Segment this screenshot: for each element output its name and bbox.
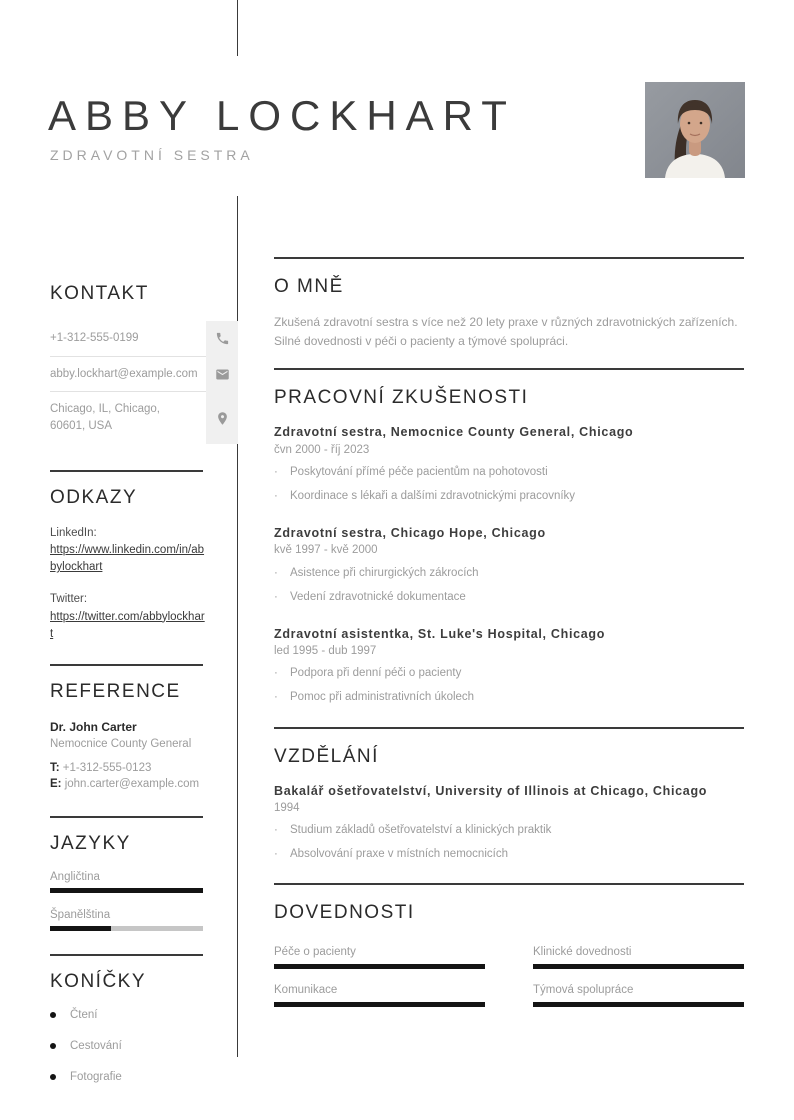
twitter-link[interactable]: https://twitter.com/abbylockhart <box>50 610 205 640</box>
job-bullet <box>274 488 744 504</box>
job-bullet <box>274 464 744 480</box>
job-title: Zdravotní sestra, Nemocnice County General, Chicago <box>274 425 634 440</box>
skill-level-fill <box>274 1002 485 1007</box>
hobby-label: Cestování <box>70 1040 122 1053</box>
section-kontakt <box>50 283 238 444</box>
reference-email <box>50 776 238 792</box>
skill-level-fill <box>533 964 744 969</box>
o-mne-heading: O MNĚ <box>274 276 344 297</box>
link-group-twitter <box>50 591 238 643</box>
contact-row-email <box>50 357 238 393</box>
language-level-fill <box>50 926 111 931</box>
dovednosti-heading: DOVEDNOSTI <box>274 902 415 924</box>
address-value: Chicago, IL, Chicago, 60601, USA <box>50 403 160 433</box>
job-entry <box>274 525 744 605</box>
skill-name: Komunikace <box>274 984 338 997</box>
education-entry <box>274 783 744 863</box>
bullet-text: Koordinace s lékaři a dalšími zdravotnickými pracovníky <box>290 489 576 502</box>
section-divider <box>274 368 744 370</box>
email-label: E: <box>50 778 62 791</box>
portrait-image <box>645 82 745 178</box>
reference-phone-value: +1-312-555-0123 <box>62 762 152 775</box>
reference-heading: REFERENCE <box>50 681 181 703</box>
bullet-dot <box>274 488 290 504</box>
hobby-item <box>50 1009 238 1021</box>
education-dates: 1994 <box>274 802 300 815</box>
bullet-dot <box>274 464 290 480</box>
skills-grid <box>274 946 744 1007</box>
language-name: Španělština <box>50 909 111 922</box>
section-dovednosti <box>274 883 744 1007</box>
hobby-item <box>50 1071 238 1083</box>
reference-name: Dr. John Carter <box>50 720 137 735</box>
sidebar <box>50 283 238 1102</box>
language-level-bar <box>50 888 203 893</box>
hobby-label: Fotografie <box>70 1071 122 1084</box>
email-value: abby.lockhart@example.com <box>50 357 206 393</box>
section-divider <box>50 954 203 956</box>
bullet-text: Podpora při denní péči o pacienty <box>290 667 462 680</box>
education-title: Bakalář ošetřovatelství, University of Illinois at Chicago, Chicago <box>274 783 708 798</box>
bullet-dot <box>50 1074 56 1080</box>
profile-photo <box>645 82 745 178</box>
job-entry <box>274 424 744 504</box>
job-entry <box>274 626 744 706</box>
skill-name: Klinické dovednosti <box>533 946 632 959</box>
bullet-text: Vedení zdravotnické dokumentace <box>290 590 466 603</box>
job-bullet <box>274 665 744 681</box>
bullet-text: Absolvování praxe v místních nemocnicích <box>290 848 508 861</box>
job-bullet <box>274 589 744 605</box>
job-bullet <box>274 565 744 581</box>
skill-level-bar <box>274 1002 485 1007</box>
job-dates: led 1995 - dub 1997 <box>274 645 377 658</box>
language-name: Angličtina <box>50 871 100 884</box>
twitter-label: Twitter: <box>50 593 88 606</box>
bullet-dot <box>50 1012 56 1018</box>
skill-level-bar <box>533 1002 744 1007</box>
bullet-text: Poskytování přímé péče pacientům na pohotovosti <box>290 465 548 478</box>
skill-name: Péče o pacienty <box>274 946 356 959</box>
job-dates: čvn 2000 - říj 2023 <box>274 443 370 456</box>
skill-level-fill <box>274 964 485 969</box>
job-title-subtitle: ZDRAVOTNÍ SESTRA <box>50 147 254 163</box>
skill-level-fill <box>533 1002 744 1007</box>
language-level-fill <box>50 888 203 893</box>
section-reference <box>50 664 238 792</box>
job-bullet <box>274 689 744 705</box>
section-odkazy <box>50 470 238 644</box>
bullet-dot <box>274 565 290 581</box>
vzdelani-heading: VZDĚLÁNÍ <box>274 745 379 767</box>
phone-value: +1-312-555-0199 <box>50 321 206 357</box>
contact-list <box>50 321 238 444</box>
section-divider <box>50 816 203 818</box>
section-divider <box>274 727 744 729</box>
section-vzdelani <box>274 727 744 863</box>
page-title: ABBY LOCKHART <box>48 92 516 139</box>
reference-phone <box>50 760 238 776</box>
section-divider <box>274 883 744 885</box>
bullet-dot <box>274 589 290 605</box>
odkazy-heading: ODKAZY <box>50 486 138 508</box>
job-title: Zdravotní sestra, Chicago Hope, Chicago <box>274 525 546 540</box>
konicky-heading: KONÍČKY <box>50 971 147 993</box>
section-o-mne <box>274 257 744 350</box>
skill-level-bar <box>274 964 485 969</box>
hobby-item <box>50 1040 238 1052</box>
about-text: Zkušená zdravotní sestra s více než 20 lety praxe v různých zdravotnických zařízeních. Silné dovednosti v péči o pacienty a týmové spolupráci. <box>274 315 738 348</box>
jazyky-heading: JAZYKY <box>50 833 131 855</box>
top-vertical-divider <box>237 0 238 56</box>
bullet-dot <box>50 1043 56 1049</box>
bullet-dot <box>274 689 290 705</box>
linkedin-label: LinkedIn: <box>50 526 97 539</box>
skill-item <box>274 946 485 969</box>
job-dates: kvě 1997 - kvě 2000 <box>274 544 378 557</box>
bullet-text: Pomoc při administrativních úkolech <box>290 691 475 704</box>
skill-item <box>533 984 744 1007</box>
education-bullet <box>274 822 744 838</box>
bullet-text: Studium základů ošetřovatelství a klinických praktik <box>290 824 552 837</box>
location-pin-icon <box>206 392 238 443</box>
job-title: Zdravotní asistentka, St. Luke's Hospital, Chicago <box>274 626 606 641</box>
contact-row-address <box>50 392 238 443</box>
prace-heading: PRACOVNÍ ZKUŠENOSTI <box>274 387 529 409</box>
skill-item <box>274 984 485 1007</box>
reference-organization: Nemocnice County General <box>50 737 192 750</box>
link-group-linkedin <box>50 525 238 577</box>
main-column <box>274 257 744 1007</box>
phone-label: T: <box>50 762 60 775</box>
section-divider <box>274 257 744 259</box>
envelope-icon <box>206 357 238 393</box>
language-row <box>50 909 203 931</box>
phone-icon <box>206 321 238 357</box>
section-prace <box>274 368 744 705</box>
section-divider <box>50 664 203 666</box>
bullet-dot <box>274 665 290 681</box>
section-divider <box>50 470 203 472</box>
skill-item <box>533 946 744 969</box>
bullet-dot <box>274 822 290 838</box>
hobby-label: Čtení <box>70 1009 98 1022</box>
bullet-dot <box>274 846 290 862</box>
reference-email-value: john.carter@example.com <box>64 778 200 791</box>
bullet-text: Asistence při chirurgických zákrocích <box>290 566 479 579</box>
skill-name: Týmová spolupráce <box>533 984 634 997</box>
language-level-bar <box>50 926 203 931</box>
linkedin-link[interactable]: https://www.linkedin.com/in/abbylockhart <box>50 543 205 574</box>
language-row <box>50 871 203 893</box>
kontakt-heading: KONTAKT <box>50 283 149 304</box>
skill-level-bar <box>533 964 744 969</box>
contact-row-phone <box>50 321 238 357</box>
education-bullet <box>274 846 744 862</box>
section-jazyky <box>50 816 238 931</box>
section-konicky <box>50 954 238 1083</box>
